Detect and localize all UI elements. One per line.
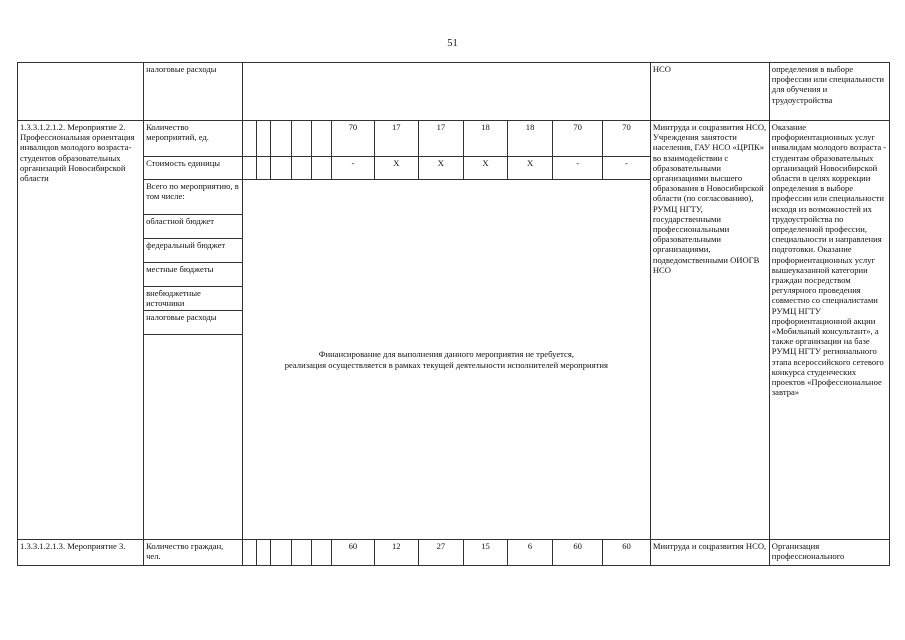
empty-cell: [257, 121, 271, 157]
empty-cell: [257, 157, 271, 180]
value-cell: 18: [463, 121, 507, 157]
value-cell: 18: [507, 121, 552, 157]
empty-financing-cell: [242, 63, 650, 121]
empty-cell: [291, 121, 311, 157]
empty-cell: [311, 157, 331, 180]
cost-label-cell: Стоимость единицы: [144, 157, 243, 180]
value-cell: 17: [374, 121, 418, 157]
event-code-cell: 1.3.3.1.2.1.2. Мероприятие 2. Профессиональная ориентация инвалидов молодого возраста-студентов образовательных организаций Новосибирской области: [18, 121, 144, 540]
value-cell: 70: [553, 121, 603, 157]
value-cell: Х: [507, 157, 552, 180]
event-code-cell: 1.3.3.1.2.1.3. Мероприятие 3.: [18, 540, 144, 566]
value-cell: 60: [553, 540, 603, 566]
executor-cell: Минтруда и соцразвития НСО, Учреждения занятости населения, ГАУ НСО «ЦРПК» во взаимодействии с образовательными организациями высшего образования в Новосибирской области (по согласованию), РУМЦ НГТУ, государственными профессиональными образовательными организациями, подведомственными ОИОГВ НСО: [650, 121, 769, 540]
offbudget-cell: внебюджетные источники: [144, 287, 243, 311]
count-label-cell: Количество мероприятий, ед.: [144, 121, 243, 157]
value-cell: 60: [603, 540, 651, 566]
empty-cell: [311, 121, 331, 157]
value-cell: 27: [418, 540, 463, 566]
table-row: [18, 121, 890, 157]
page-number: 51: [447, 38, 458, 49]
executor-cell: НСО: [650, 63, 769, 121]
result-cell: определения в выборе профессии или специальности для обучения и трудоустройства: [769, 63, 889, 121]
value-cell: 70: [603, 121, 651, 157]
financing-note-cell: [242, 180, 650, 540]
result-cell: Организация профессионального: [769, 540, 889, 566]
empty-cell: [311, 540, 331, 566]
federal-budget-cell: федеральный бюджет: [144, 239, 243, 263]
table-row: [18, 540, 890, 566]
empty-cell: [242, 121, 256, 157]
empty-cell: [271, 540, 291, 566]
empty-cell: [242, 540, 256, 566]
value-cell: 17: [418, 121, 463, 157]
empty-cell: [144, 335, 243, 540]
value-cell: 15: [463, 540, 507, 566]
empty-cell: [271, 121, 291, 157]
value-cell: -: [553, 157, 603, 180]
financing-note-line-1: Финансирование для выполнения данного мероприятия не требуется,: [318, 349, 574, 359]
value-cell: 60: [331, 540, 374, 566]
value-cell: 70: [331, 121, 374, 157]
indicator-cell: налоговые расходы: [144, 63, 243, 121]
local-budget-cell: местные бюджеты: [144, 263, 243, 287]
value-cell: Х: [418, 157, 463, 180]
empty-cell: [242, 157, 256, 180]
value-cell: -: [603, 157, 651, 180]
tax-expenses-cell: налоговые расходы: [144, 311, 243, 335]
value-cell: 6: [507, 540, 552, 566]
regional-budget-cell: областной бюджет: [144, 215, 243, 239]
value-cell: Х: [463, 157, 507, 180]
program-table: [17, 62, 890, 566]
value-cell: 12: [374, 540, 418, 566]
result-cell: Оказание профориентационных услуг инвалидам молодого возраста - студентам образовательных организаций Новосибирской области в целях коррекции определения в выборе профессии или специальности исходя из возможностей их трудоустройства по определенной профессии, специальности и направления подготовки. Оказание профориентационных услуг вышеуказанной категории граждан посредством регулярного проведения совместно со специалистами РУМЦ НГТУ профориентационной акции «Мобильный консультант», а также организации на базе РУМЦ НГТУ регионального этапа всероссийского сетевого конкурса студенческих проектов «Профессиональное завтра»: [769, 121, 889, 540]
value-cell: -: [331, 157, 374, 180]
financing-note-line-2: реализация осуществляется в рамках текущей деятельности исполнителей мероприятия: [284, 360, 608, 370]
empty-cell: [271, 157, 291, 180]
value-cell: Х: [374, 157, 418, 180]
code-cell: [18, 63, 144, 121]
executor-cell: Минтруда и соцразвития НСО,: [650, 540, 769, 566]
table-row: [18, 63, 890, 121]
total-label-cell: Всего по мероприятию, в том числе:: [144, 180, 243, 215]
count-label-cell: Количество граждан, чел.: [144, 540, 243, 566]
empty-cell: [291, 157, 311, 180]
empty-cell: [291, 540, 311, 566]
empty-cell: [257, 540, 271, 566]
